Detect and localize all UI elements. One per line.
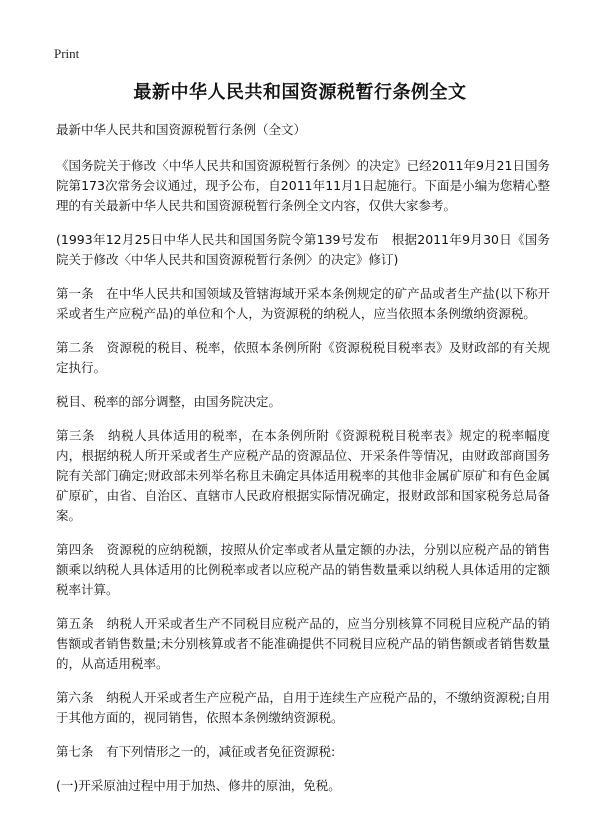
article-7: 第七条 有下列情形之一的，减征或者免征资源税: — [56, 744, 336, 759]
article-7-item-1: (一)开采原油过程中用于加热、修井的原油，免税。 — [56, 778, 341, 793]
page-title: 最新中华人民共和国资源税暂行条例全文 — [133, 82, 467, 103]
article-3: 第三条 纳税人具体适用的税率，在本条例所附《资源税税目税率表》规定的税率幅度内，根据纳税人所开采或者生产应税产品的资源品位、开采条件等情况，由财政部商国务院有关部门确定;财政部未列举名称且未确定具体适用税率的其他非金属矿原矿和有色金属矿原矿，由省、自治区、直辖市人民政府根据实际情况确定，报财政部和国家税务总局备案。 — [56, 428, 550, 523]
article-1: 第一条 在中华人民共和国领域及管辖海域开采本条例规定的矿产品或者生产盐(以下称开采或者生产应税产品)的单位和个人，为资源税的纳税人，应当依照本条例缴纳资源税。 — [56, 286, 550, 321]
document-body — [56, 120, 550, 810]
article-5: 第五条 纳税人开采或者生产不同税目应税产品的，应当分别核算不同税目应税产品的销售额或者销售数量;未分别核算或者不能准确提供不同税目应税产品的销售额或者销售数量的，从高适用税率。 — [56, 616, 550, 671]
article-2: 第二条 资源税的税目、税率，依照本条例所附《资源税税目税率表》及财政部的有关规定执行。 — [56, 340, 550, 375]
intro-paragraph: 《国务院关于修改〈中华人民共和国资源税暂行条例〉的决定》已经2011年9月21日国务院第173次常务会议通过，现予公布，自2011年11月1日起施行。下面是小编为您精心整理的有关最新中华人民共和国资源税暂行条例全文内容，仅供大家参考。 — [56, 158, 550, 213]
article-4: 第四条 资源税的应纳税额，按照从价定率或者从量定额的办法，分别以应税产品的销售额乘以纳税人具体适用的比例税率或者以应税产品的销售数量乘以纳税人具体适用的定额税率计算。 — [56, 542, 550, 597]
revision-note: (1993年12月25日中华人民共和国国务院令第139号发布 根据2011年9月30日《国务院关于修改〈中华人民共和国资源税暂行条例〉的决定》修订) — [56, 232, 550, 267]
article-6: 第六条 纳税人开采或者生产应税产品，自用于连续生产应税产品的，不缴纳资源税;自用于其他方面的，视同销售，依照本条例缴纳资源税。 — [56, 690, 550, 725]
document-subtitle: 最新中华人民共和国资源税暂行条例（全文） — [56, 122, 307, 137]
print-link[interactable]: Print — [54, 46, 80, 61]
article-2-note: 税目、税率的部分调整，由国务院决定。 — [56, 394, 282, 409]
